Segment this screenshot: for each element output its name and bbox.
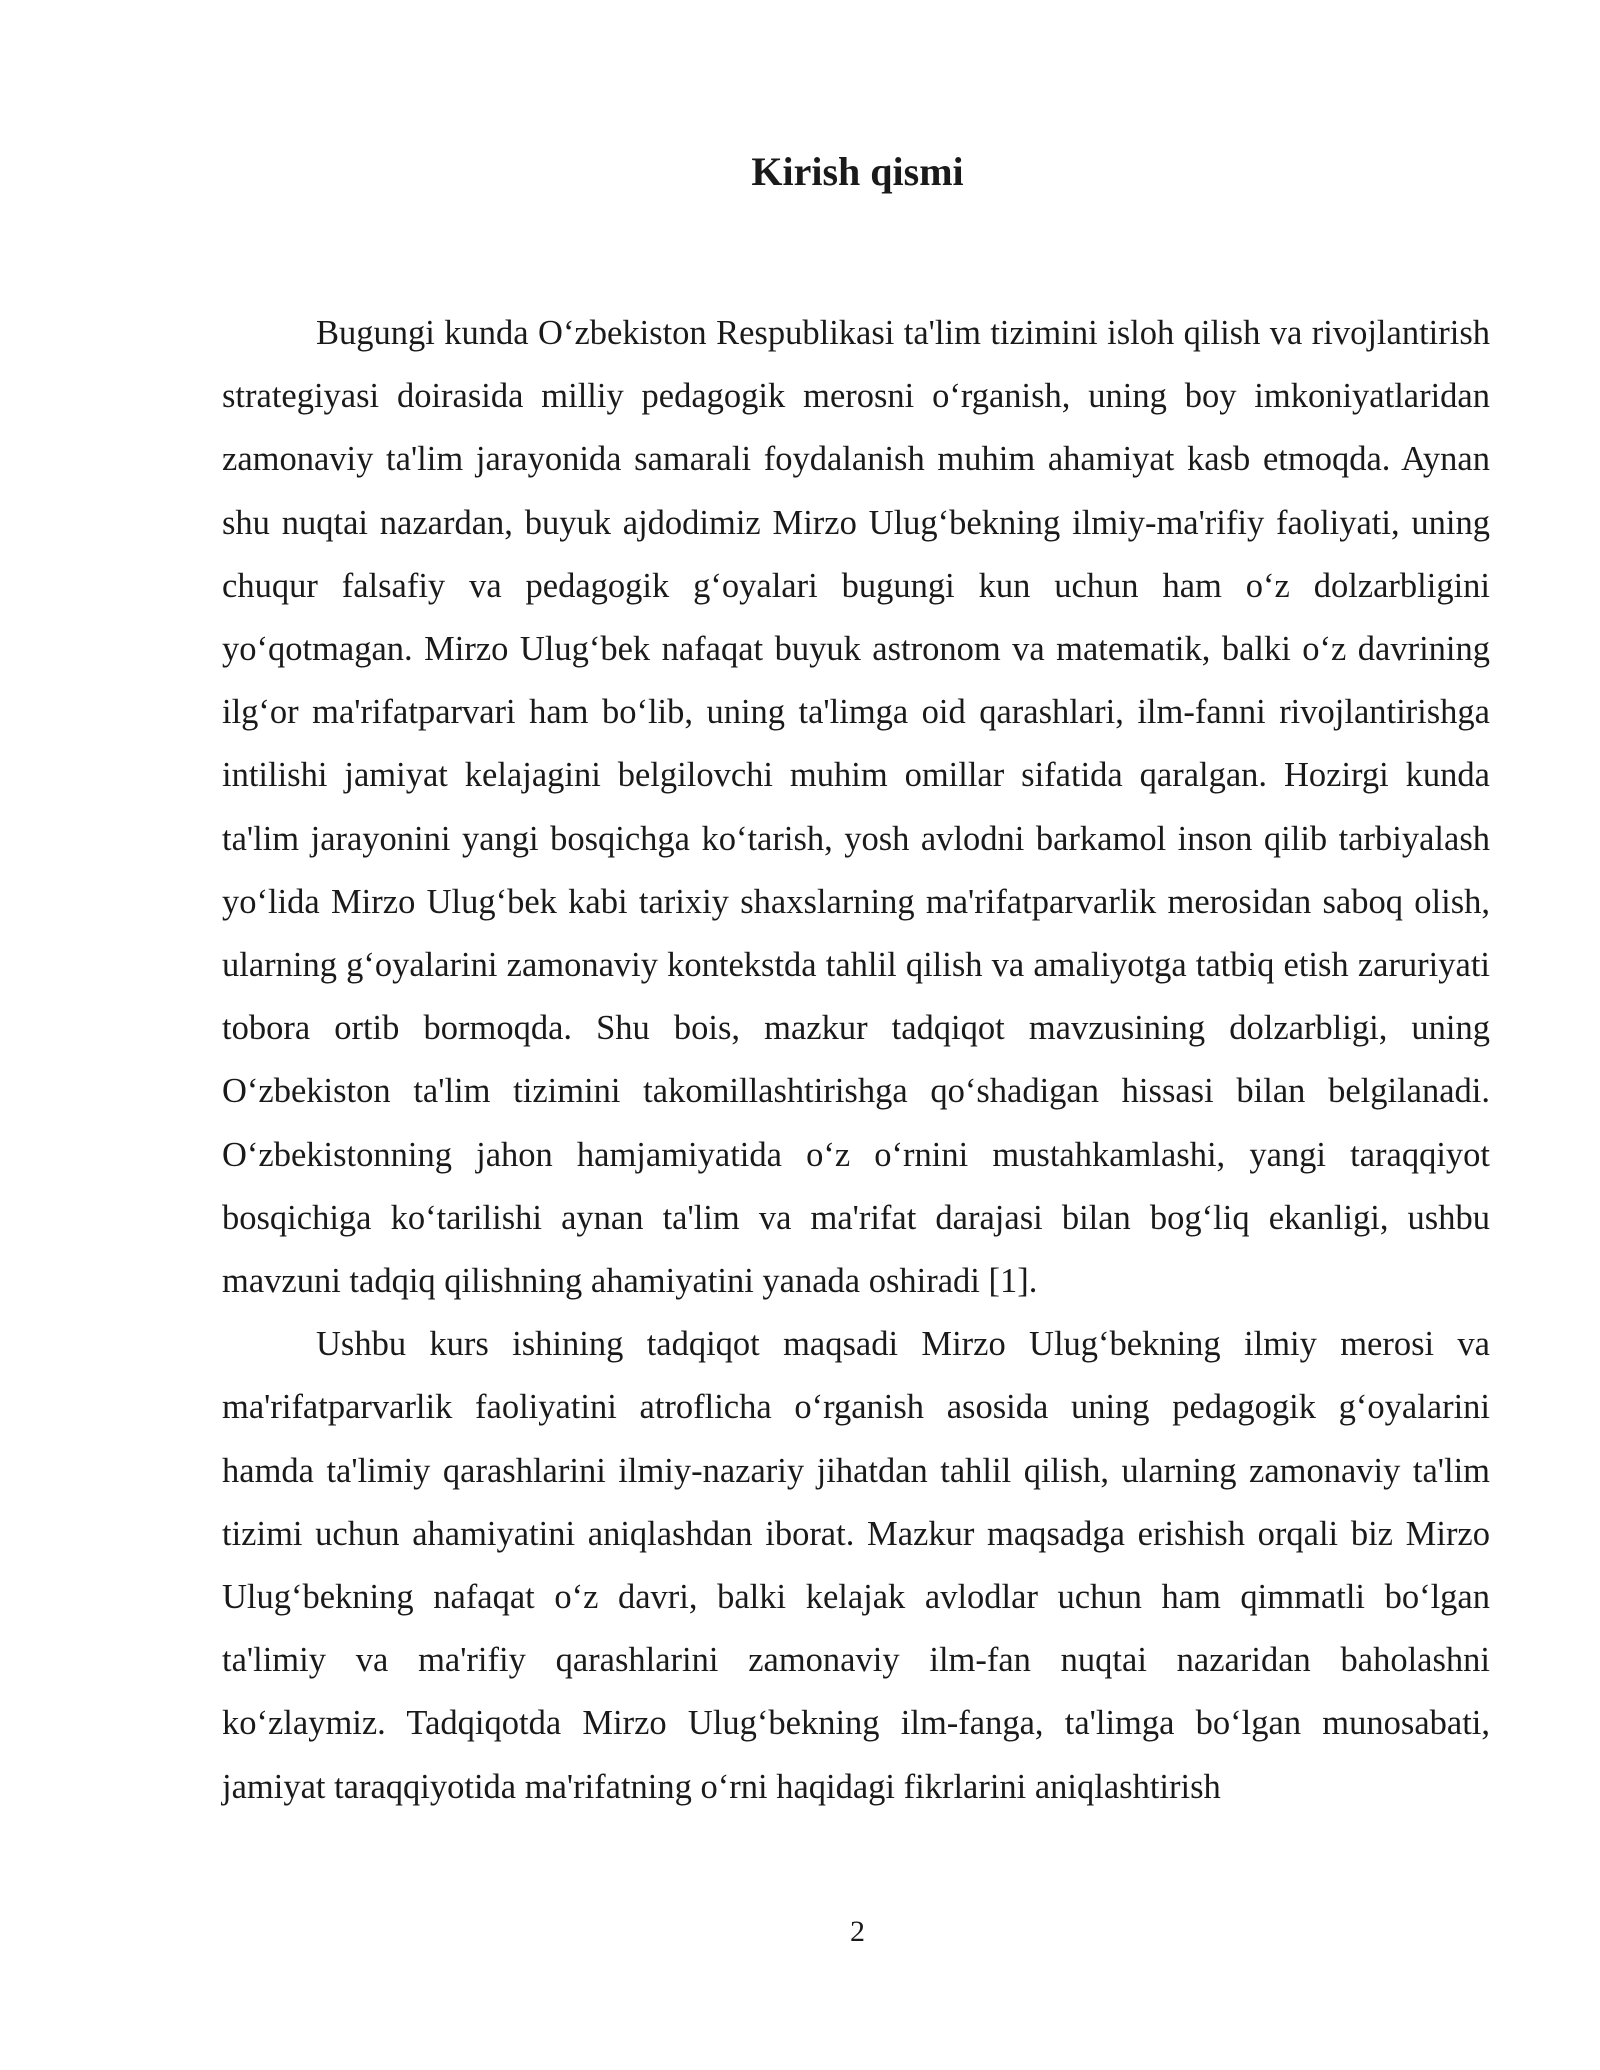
document-title: Kirish qismi xyxy=(751,149,964,194)
paragraph-2: Ushbu kurs ishining tadqiqot maqsadi Mirzo Ulug‘bekning ilmiy merosi va ma'rifatparvarlik faoliyatini atroflicha o‘rganish asosida uning pedagogik g‘oyalarini hamda ta'limiy qarashlarini ilmiy-nazariy jihatdan tahlil qilish, ularning zamonaviy ta'lim tizimi uchun ahamiyatini aniqlashdan iborat. Mazkur maqsadga erishish orqali biz Mirzo Ulug‘bekning nafaqat o‘z davri, balki kelajak avlodlar uchun ham qimmatli bo‘lgan ta'limiy va ma'rifiy qarashlarini zamonaviy ilm-fan nuqtai nazaridan baholashni ko‘zlaymiz. Tadqiqotda Mirzo Ulug‘bekning ilm-fanga, ta'limga bo‘lgan munosabati, jamiyat taraqqiyotida ma'rifatning o‘rni haqidagi fikrlarini aniqlashtirish xyxy=(222,1325,1490,1806)
paragraph-1: Bugungi kunda O‘zbekiston Respublikasi ta'lim tizimini isloh qilish va rivojlantirish strategiyasi doirasida milliy pedagogik merosni o‘rganish, uning boy imkoniyatlaridan zamonaviy ta'lim jarayonida samarali foydalanish muhim ahamiyat kasb etmoqda. Aynan shu nuqtai nazardan, buyuk ajdodimiz Mirzo Ulug‘bekning ilmiy-ma'rifiy faoliyati, uning chuqur falsafiy va pedagogik g‘oyalari bugungi kun uchun ham o‘z dolzarbligini yo‘qotmagan. Mirzo Ulug‘bek nafaqat buyuk astronom va matematik, balki o‘z davrining ilg‘or ma'rifatparvari ham bo‘lib, uning ta'limga oid qarashlari, ilm-fanni rivojlantirishga intilishi jamiyat kelajagini belgilovchi muhim omillar sifatida qaralgan. Hozirgi kunda ta'lim jarayonini yangi bosqichga ko‘tarish, yosh avlodni barkamol inson qilib tarbiyalash yo‘lida Mirzo Ulug‘bek kabi tarixiy shaxslarning ma'rifatparvarlik merosidan saboq olish, ularning g‘oyalarini zamonaviy kontekstda tahlil qilish va amaliyotga tatbiq etish zaruriyati tobora ortib bormoqda. Shu bois, mazkur tadqiqot mavzusining dolzarbligi, uning O‘zbekiston ta'lim tizimini takomillashtirishga qo‘shadigan hissasi bilan belgilanadi. O‘zbekistonning jahon hamjamiyatida o‘z o‘rnini mustahkamlashi, yangi taraqqiyot bosqichiga ko‘tarilishi aynan ta'lim va ma'rifat darajasi bilan bog‘liq ekanligi, ushbu mavzuni tadqiq qilishning ahamiyatini yanada oshiradi [1]. xyxy=(222,314,1490,1301)
document-body xyxy=(222,302,1490,1819)
page-number: 2 xyxy=(850,1915,865,1948)
